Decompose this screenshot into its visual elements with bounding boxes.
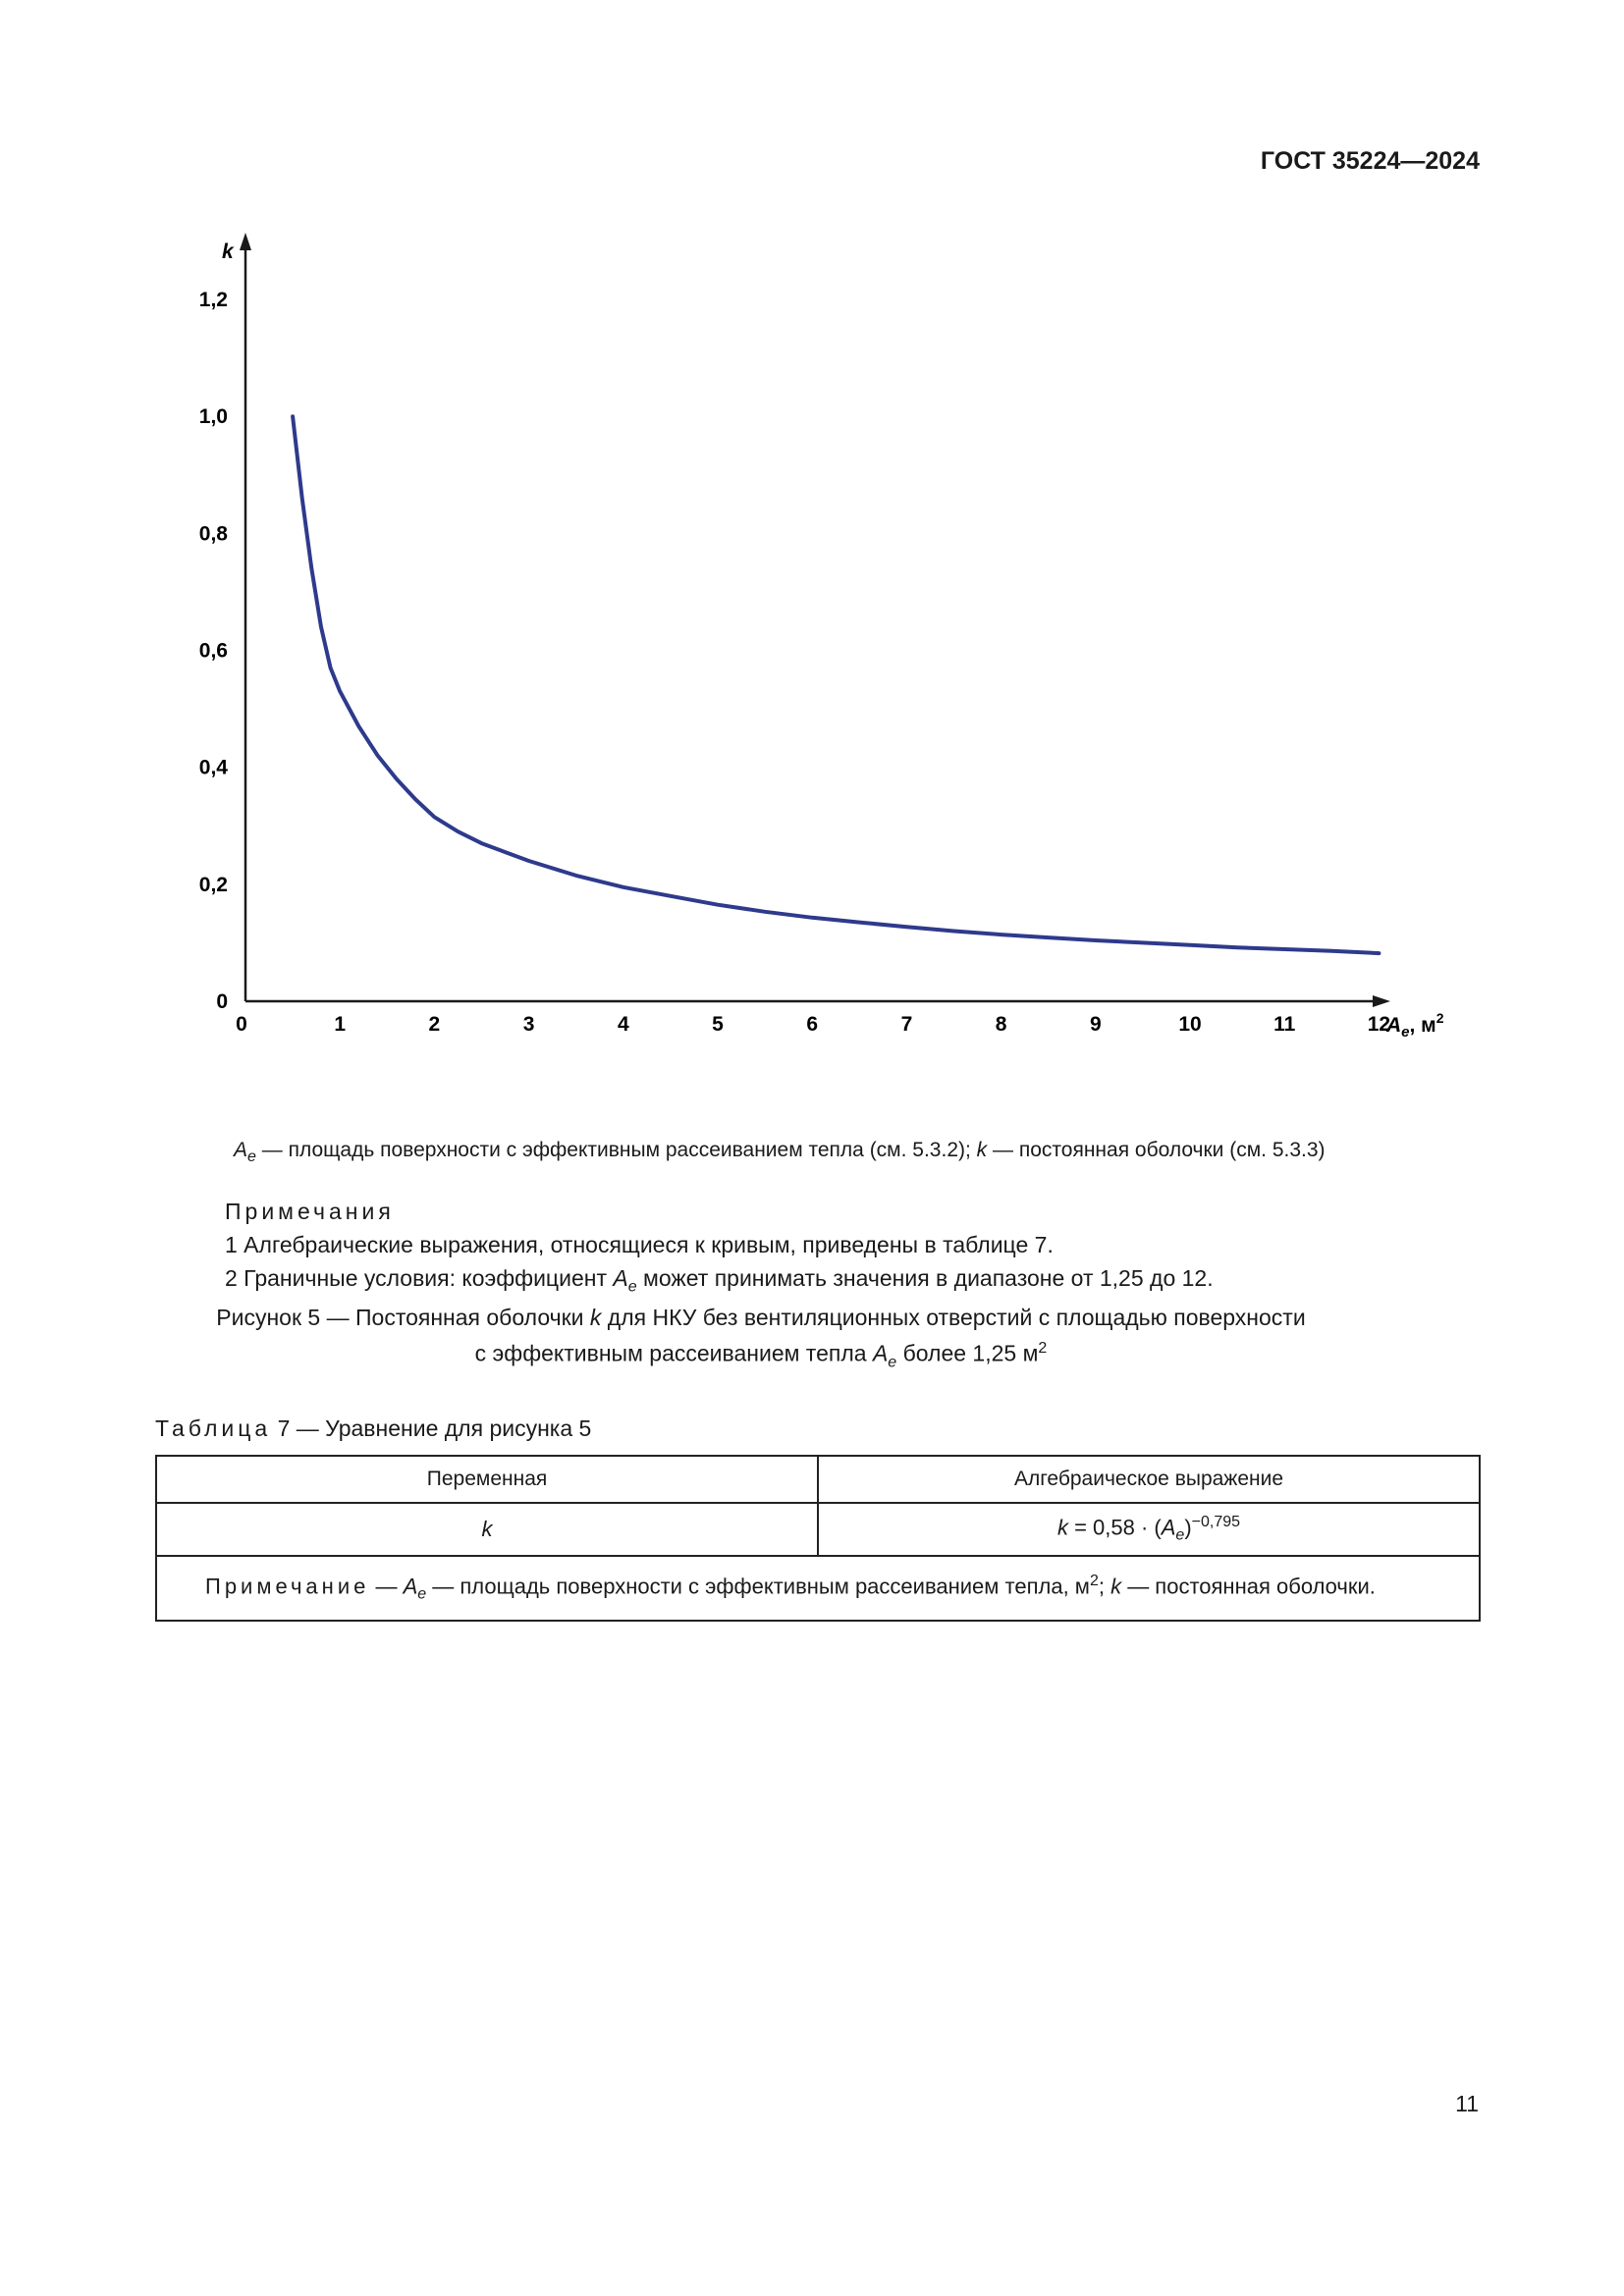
x-axis-label: $A_e$, $м^2$ <box>1386 1010 1444 1041</box>
y-axis-arrow <box>240 233 251 250</box>
note-1: 1 Алгебраические выражения, относящиеся к кривым, приведены в таблице 7. <box>225 1232 1054 1257</box>
y-tick-label: 0,4 <box>198 756 228 779</box>
cell-variable: k <box>156 1503 818 1556</box>
x-tick-label: 5 <box>712 1013 724 1036</box>
y-tick-label: 0 <box>216 990 228 1013</box>
page-number: 11 <box>1455 2091 1479 2116</box>
figure-5-chart <box>187 221 1463 1055</box>
notes-title: Примечания <box>225 1199 395 1224</box>
x-tick-label: 9 <box>1089 1013 1102 1036</box>
table-row <box>156 1503 1480 1556</box>
x-tick-label: 7 <box>900 1013 913 1036</box>
figure-legend: $A_e$ — площадь поверхности с эффективным рассеиванием тепла (см. 5.3.2); k — постоянная оболочки (см. 5.3.3) <box>234 1139 1326 1166</box>
x-tick-label: 3 <box>522 1013 535 1036</box>
k-curve <box>293 416 1379 953</box>
x-tick-label: 10 <box>1178 1013 1202 1036</box>
x-tick-label: 2 <box>428 1013 441 1036</box>
y-axis-label: k <box>222 240 234 263</box>
y-tick-label: 0,6 <box>198 639 228 663</box>
x-tick-label: 4 <box>617 1013 629 1036</box>
header-variable: Переменная <box>156 1456 818 1503</box>
cell-expression: $k = 0,58 \cdot (A_e)^{-0,795}$ <box>818 1503 1480 1556</box>
x-tick-label: 11 <box>1273 1013 1296 1036</box>
x-tick-label: 1 <box>334 1013 347 1036</box>
x-axis-arrow <box>1373 995 1390 1007</box>
table-note-row <box>156 1556 1480 1621</box>
note-2: 2 Граничные условия: коэффициент $A_e$ может принимать значения в диапазоне от 1,25 до 12. <box>225 1265 1214 1296</box>
y-tick-label: 0,8 <box>198 522 228 546</box>
x-tick-label: 0 <box>236 1013 247 1036</box>
table-note: Примечание — $A_e$ — площадь поверхности с эффективным рассеиванием тепла, $м^2$; k — постоянная оболочки. <box>156 1556 1480 1621</box>
standard-number: ГОСТ 35224—2024 <box>1260 147 1480 175</box>
equation-table <box>155 1455 1481 1622</box>
x-tick-label: 12 <box>1367 1013 1391 1036</box>
y-tick-label: 1,2 <box>198 289 228 311</box>
header-expression: Алгебраическое выражение <box>818 1456 1480 1503</box>
table-title: Таблица 7 — Уравнение для рисунка 5 <box>155 1415 592 1441</box>
x-tick-label: 6 <box>806 1013 819 1036</box>
x-tick-label: 8 <box>995 1013 1007 1036</box>
y-tick-label: 0,2 <box>198 873 228 896</box>
figure-caption: Рисунок 5 — Постоянная оболочки k для НКУ без вентиляционных отверстий с площадью поверхности с эффективным рассеиванием тепла $A_e$ более 1,25 $м^2$ <box>216 1305 1306 1371</box>
table-header-row <box>156 1456 1480 1503</box>
figure-notes <box>225 1195 1214 1305</box>
y-tick-label: 1,0 <box>198 405 228 429</box>
